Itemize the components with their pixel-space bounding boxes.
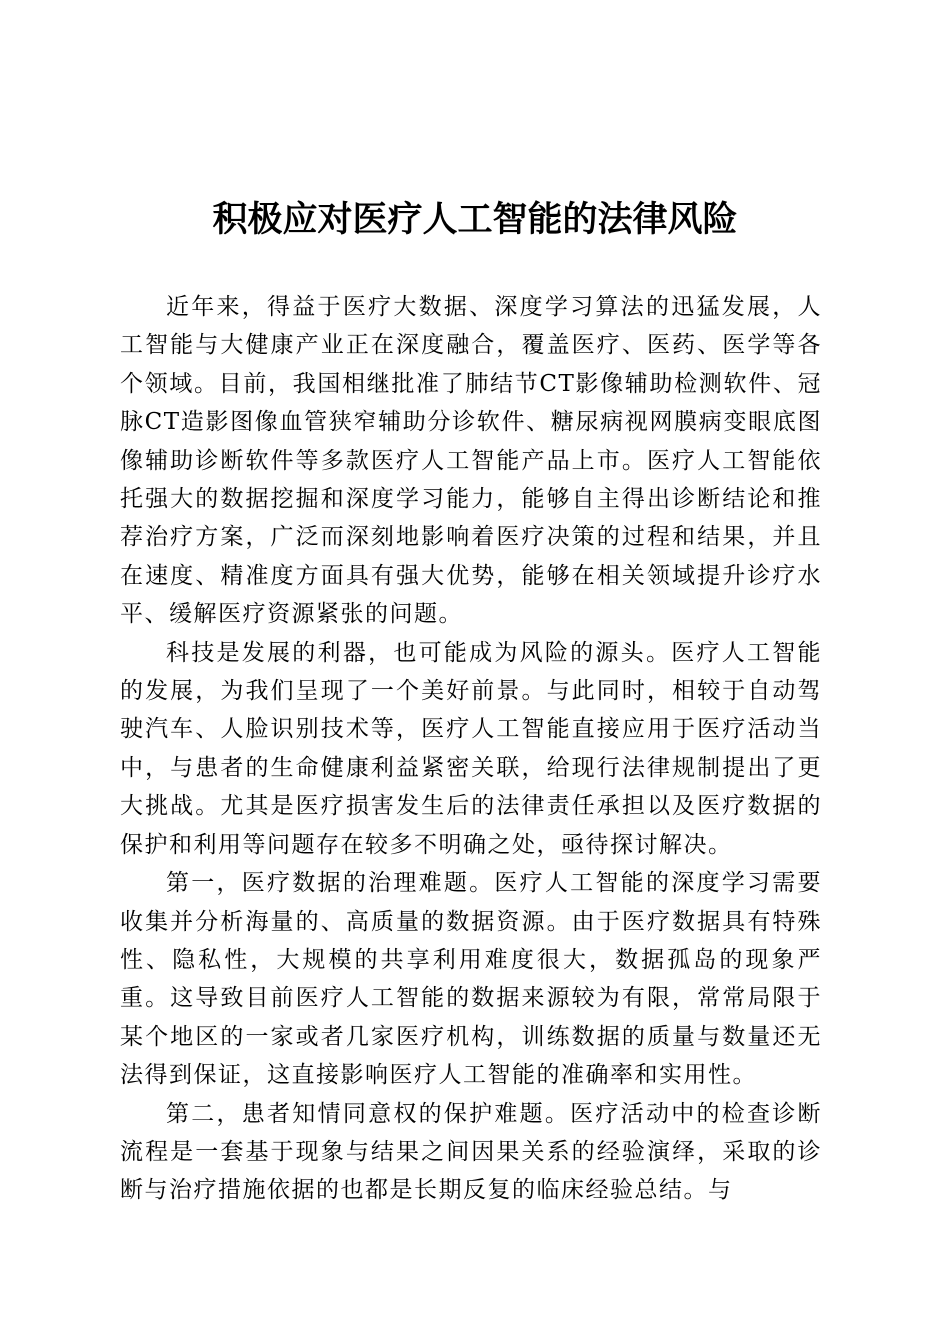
paragraph-1: 近年来，得益于医疗大数据、深度学习算法的迅猛发展，人工智能与大健康产业正在深度融合，覆盖医疗、医药、医学等各个领域。目前，我国相继批准了肺结节CT影像辅助检测软件、冠脉CT造影图像血管狭窄辅助分诊软件、糖尿病视网膜病变眼底图像辅助诊断软件等多款医疗人工智能产品上市。医疗人工智能依托强大的数据挖掘和深度学习能力，能够自主得出诊断结论和推荐治疗方案，广泛而深刻地影响着医疗决策的过程和结果，并且在速度、精准度方面具有强大优势，能够在相关领域提升诊疗水平、缓解医疗资源紧张的问题。 (120, 294, 822, 628)
paragraph-3: 第一，医疗数据的治理难题。医疗人工智能的深度学习需要收集并分析海量的、高质量的数据资源。由于医疗数据具有特殊性、隐私性，大规模的共享利用难度很大，数据孤岛的现象严重。这导致目前医疗人工智能的数据来源较为有限，常常局限于某个地区的一家或者几家医疗机构，训练数据的质量与数量还无法得到保证，这直接影响医疗人工智能的准确率和实用性。 (120, 870, 822, 1089)
paragraph-2: 科技是发展的利器，也可能成为风险的源头。医疗人工智能的发展，为我们呈现了一个美好前景。与此同时，相较于自动驾驶汽车、人脸识别技术等，医疗人工智能直接应用于医疗活动当中，与患者的生命健康利益紧密关联，给现行法律规制提出了更大挑战。尤其是医疗损害发生后的法律责任承担以及医疗数据的保护和利用等问题存在较多不明确之处，亟待探讨解决。 (120, 639, 822, 858)
document-body (120, 288, 822, 1210)
document-title: 积极应对医疗人工智能的法律风险 (212, 199, 738, 240)
paragraph-4: 第二，患者知情同意权的保护难题。医疗活动中的检查诊断流程是一套基于现象与结果之间因果关系的经验演绎，采取的诊断与治疗措施依据的也都是长期反复的临床经验总结。与 (120, 1100, 822, 1204)
